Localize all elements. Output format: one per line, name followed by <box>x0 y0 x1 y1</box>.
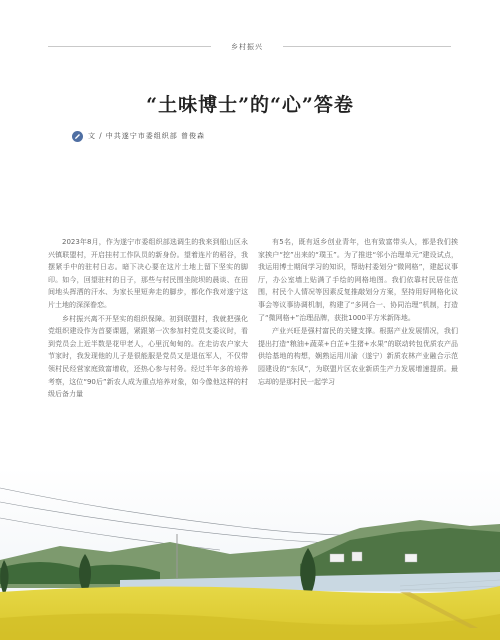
body-paragraph: 乡村振兴离不开坚实的组织保障。初到联盟村，我就把强化党组织建设作为首要课题，紧跟第一次参加村党员支委议时，看到党员会上近半数是花甲老人，心里沉甸甸的。在走访农户家大节家时，我发现他的儿子是很能服是党员又是退伍军人，不仅带领村民经营家庭致富增收，还热心参与村务。经过半年多的培养考察，这位“90后”新农人成为重点培养对象，如今像他这样的村级后备力量 <box>48 314 248 399</box>
byline-author: 文 / 中共遂宁市委组织部 曾俊森 <box>88 132 206 140</box>
byline <box>72 129 205 143</box>
section-label: 乡村振兴 <box>231 43 263 51</box>
page-header <box>0 40 500 54</box>
body-column-right <box>258 236 458 389</box>
header-rule-left <box>48 46 211 47</box>
rapeseed-field-photo <box>0 468 500 640</box>
body-column-left <box>48 236 248 402</box>
article-title: “土味博士”的“心”答卷 <box>146 94 354 116</box>
body-paragraph: 产业兴旺是强村富民的关键支撑。根据产业发展情况，我们提出打造“粮油+蔬菜+白芷+生猪+水果”的联动转包优质农产品供给基地的构想，娴熟运用川渝（遂宁）新质农林产业融合示范园建设的“东风”，为联盟片区农业新质生产力发展增速提质。最忘却的是那村民一起学习 <box>258 327 458 386</box>
header-rule-right <box>283 46 451 47</box>
body-paragraph: 有5名，既有返乡创业青年，也有致富带头人，都是我们挨家挨户“挖”出来的“璞玉”。为了推进“邻小治理单元”建设试点，我运用博士期间学习的知识，帮助村委划分“微网格”，建起议事厅，办公室墙上贴满了手绘的网格地图。我们依靠村民居住范围，村民个人情况等因素反复推敲划分方案，坚持用好网格化议事会等议事协调机制，构建了“多网合一、协同治理”机制，打造了“微网格+”治理品牌，获批1000平方米新阵地。 <box>258 238 458 322</box>
body-paragraph: 2023年8月，作为遂宁市委组织部选调生的我来到船山区永兴镇联盟村，开启挂村工作队员的新身份。望着连片的稻谷，我摆紧手中的驻村日志。暗下决心要在这片土地上留下坚实的脚印。如今，回望驻村的日子，那些与村民围坐院坝的晨谈、在田间地头挥洒的汗水、为家长里短奔走的脚步，都化作我对遂宁这片土地的深深眷恋。 <box>48 238 248 309</box>
pen-icon <box>72 131 83 142</box>
